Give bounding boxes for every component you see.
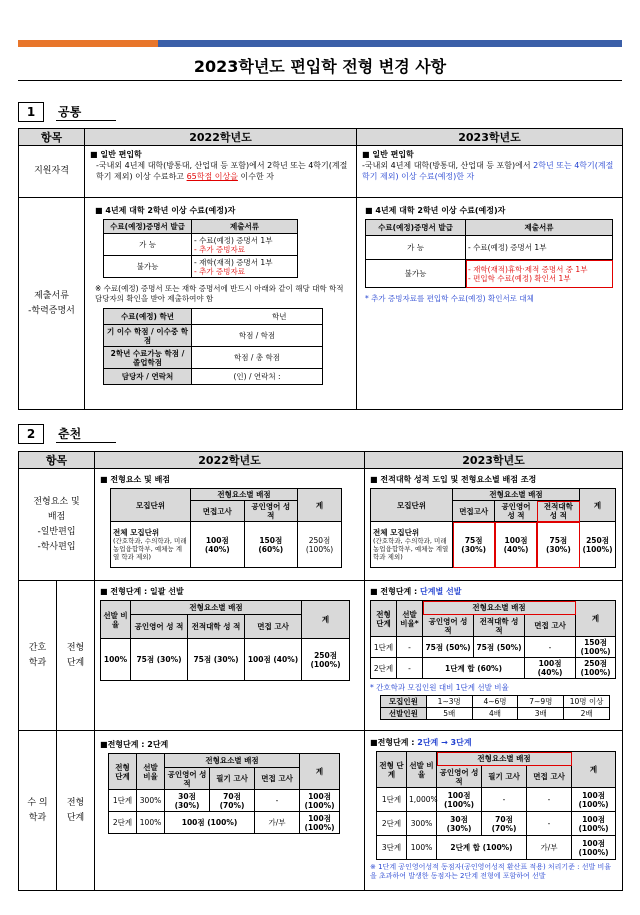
v2023-h-stage: 전형 단계 [377, 752, 407, 788]
v2023-h-total: 계 [572, 752, 616, 788]
n2022-v-english: 75점 (30%) [131, 639, 188, 681]
doc-2022-header-docs: 제출서류 [192, 220, 298, 234]
confirm-row2-label: 기 이수 학점 / 이수중 학점 [104, 325, 192, 347]
section-1-heading [18, 102, 116, 122]
n2022-h-total: 계 [302, 601, 350, 639]
doc-2022-impossible-docs [192, 256, 298, 278]
s2-col-2023-header: 2023학년도 [365, 452, 623, 469]
v2022-s2-total: 100점 (100%) [300, 812, 340, 834]
nursing-2022 [95, 581, 365, 731]
v2022-s1: 1단계 [109, 790, 137, 812]
confirm-row3-value: 학점 / 총 학점 [192, 347, 323, 369]
section-name: 춘천 [56, 425, 116, 443]
rate-h5: 10명 이상 [564, 696, 610, 708]
rate-h3: 4∼6명 [472, 696, 518, 708]
rate-r1: 선발인원 [381, 708, 427, 720]
section-2-table [18, 451, 623, 891]
rate-r3: 4배 [472, 708, 518, 720]
confirmation-table [103, 308, 323, 385]
e2023-h-prevschool: 전적대학 성 적 [537, 501, 579, 522]
vet-2022-table [108, 753, 340, 834]
v2023-h-group: 전형요소별 배점 [437, 752, 572, 766]
elements-label-2: 배점 [47, 511, 66, 522]
row-label-documents [19, 198, 85, 410]
doc-2022-impossible-doc-b: - 추가 증빙자료 [194, 266, 245, 276]
nursing-rate-note: * 간호학과 모집인원 대비 1단계 선발 비율 [370, 683, 509, 692]
doc-2022-possible: 가 능 [104, 234, 192, 256]
section-number: 1 [18, 102, 44, 122]
v2023-s1-rate: 1,000% [407, 788, 437, 812]
v2022-s1-interview: - [255, 790, 300, 812]
n2023-s2: 2단계 [371, 658, 397, 679]
v2023-s2-total: 100점 (100%) [572, 812, 616, 836]
confirm-row4-label: 담당자 / 연락처 [104, 369, 192, 385]
page-title: 2023학년도 편입학 전형 변경 사항 [193, 57, 447, 76]
v2022-s2: 2단계 [109, 812, 137, 834]
n2023-s1-prevschool: 75점 (50%) [474, 637, 525, 658]
vet-2023-subtitle-a: ■전형단계 : [370, 738, 418, 747]
v2023-h-english: 공인영어 성 적 [437, 766, 482, 788]
v2023-s2-english: 30점 (30%) [437, 812, 482, 836]
e2023-v-prevschool: 75점 (30%) [537, 522, 579, 568]
eligibility-2022-highlight: 65학점 이상을 [186, 172, 238, 181]
rate-h1: 모집인원 [381, 696, 427, 708]
documents-2023-table [365, 219, 613, 288]
section-1-table [18, 128, 623, 410]
e2023-h-total: 계 [580, 489, 616, 522]
n2023-h-rate: 선발 비율* [397, 601, 423, 637]
documents-2023-subtitle: ■ 4년제 대학 2학년 이상 수료(예정)자 [365, 206, 506, 215]
nursing-label-2: 학과 [28, 657, 47, 668]
eligibility-2022 [85, 146, 357, 198]
v2023-s3-stage2sum: 2단계 합 (100%) [437, 836, 527, 860]
v2022-h-written: 필기 고사 [210, 768, 255, 790]
e2023-unit-note: (간호학과, 수의학과, 미래농업융합학부, 예체능 계열 학과 제외) [373, 537, 449, 561]
nursing-2023-subtitle [370, 586, 617, 597]
v2022-h-rate: 선발 비율 [137, 754, 165, 790]
v2022-h-stage: 전형 단계 [109, 754, 137, 790]
doc-2023-header-issue: 수료(예정)증명서 발급 [366, 220, 466, 236]
confirm-row3-label: 2학년 수료가능 학점 / 졸업학점 [104, 347, 192, 369]
s2-col-2022-header: 2022학년도 [95, 452, 365, 469]
v2023-s1-english: 100점 (100%) [437, 788, 482, 812]
documents-label-1: 제출서류 [34, 290, 69, 301]
doc-2022-possible-docs [192, 234, 298, 256]
header-bar-blue [158, 40, 622, 47]
doc-2022-header-issue: 수료(예정)증명서 발급 [104, 220, 192, 234]
e2023-v-english: 100점 (40%) [495, 522, 537, 568]
nursing-rate-table [380, 695, 610, 720]
v2023-s3-rate: 100% [407, 836, 437, 860]
vet-2023-table [376, 751, 616, 860]
n2023-s2-stage1sum: 1단계 합 (60%) [423, 658, 525, 679]
e2023-h-interview: 면접고사 [453, 501, 495, 522]
n2023-s1-total: 150점 (100%) [576, 637, 616, 658]
e2022-unit-note: (간호학과, 수의학과, 미래농업융합학부, 예체능 계열 학과 제외) [113, 537, 187, 561]
nursing-label [19, 581, 57, 731]
vet-label-2: 학과 [28, 812, 47, 823]
doc-2022-impossible: 불가능 [104, 256, 192, 278]
nursing-2022-table [100, 600, 350, 681]
col-2022-header: 2022학년도 [85, 129, 357, 146]
confirm-row1-label: 수료(예정) 학년 [104, 309, 192, 325]
n2022-v-interview: 100점 (40%) [245, 639, 302, 681]
v2023-s1-total: 100점 (100%) [572, 788, 616, 812]
documents-2022-note: ※ 수료(예정) 증명서 또는 재학 증명서에 반드시 아래와 같이 해당 대학 학적 담당자의 확인을 받아 제출하여야 함 [95, 284, 344, 303]
doc-2022-impossible-doc-a: - 재학(재적) 증명서 1부 [194, 257, 273, 267]
confirm-row2-value: 학점 / 학점 [192, 325, 323, 347]
n2023-h-prevschool: 전적대학 성 적 [474, 615, 525, 637]
rate-h2: 1∼3명 [426, 696, 472, 708]
v2023-h-written: 필기 고사 [482, 766, 527, 788]
vet-2022 [95, 731, 365, 891]
elements-2023-subtitle: ■ 전적대학 성적 도입 및 전형요소별 배점 조정 [370, 475, 537, 484]
v2022-h-total: 계 [300, 754, 340, 790]
e2023-h-unit: 모집단위 [371, 489, 453, 522]
section-2-heading [18, 424, 116, 444]
v2023-s3: 3단계 [377, 836, 407, 860]
n2022-h-interview: 면접 고사 [245, 615, 302, 639]
v2023-h-rate: 선발 비율 [407, 752, 437, 788]
elements-2022-table [110, 488, 342, 568]
e2022-h-group: 전형요소별 배점 [191, 489, 298, 501]
v2022-s2-rate: 100% [137, 812, 165, 834]
e2023-v-total: 250점 (100%) [580, 522, 616, 568]
elements-label-4: -학사편입 [37, 541, 76, 552]
documents-2023-note: * 추가 증빙자료를 편입학 수료(예정) 확인서로 대체 [365, 294, 534, 303]
v2023-s2-interview: - [527, 812, 572, 836]
col-item-header: 항목 [19, 129, 85, 146]
e2022-unit-head: 전체 모집단위 [113, 528, 160, 537]
v2022-s1-written: 70점 (70%) [210, 790, 255, 812]
eligibility-2023-head: ■ 일반 편입학 [362, 150, 414, 159]
section-number: 2 [18, 424, 44, 444]
vet-stage-label [57, 731, 95, 891]
e2022-h-interview: 면접고사 [191, 501, 245, 522]
doc-2023-header-docs: 제출서류 [466, 220, 613, 236]
eligibility-2022-text [90, 160, 351, 182]
e2022-v-english: 150점 (60%) [244, 522, 298, 568]
n2023-s2-rate: - [397, 658, 423, 679]
doc-2023-possible: 가 능 [366, 236, 466, 260]
eligibility-2023-text-a: -국내외 4년제 대학(방통대, 산업대 등 포함)에서 [362, 161, 534, 170]
doc-2023-impossible: 불가능 [366, 260, 466, 288]
documents-2022-table [103, 219, 298, 278]
eligibility-2023-text [362, 160, 617, 182]
elements-2023-table [370, 488, 616, 568]
doc-2023-impossible-doc-a: - 재학(재적)휴학·제적 증명서 중 1부 [468, 264, 588, 274]
v2023-s3-total: 100점 (100%) [572, 836, 616, 860]
vet-2023 [365, 731, 623, 891]
doc-2022-possible-doc-a: - 수료(예정) 증명서 1부 [194, 235, 273, 245]
confirm-row4-value: (인) / 연락처 : [192, 369, 323, 385]
documents-2022-subtitle: ■ 4년제 대학 2학년 이상 수료(예정)자 [95, 206, 236, 215]
col-2023-header: 2023학년도 [357, 129, 623, 146]
v2023-s1-written: - [482, 788, 527, 812]
v2022-s1-rate: 300% [137, 790, 165, 812]
n2022-h-rate: 선발 비율 [101, 601, 131, 639]
v2023-s2-rate: 300% [407, 812, 437, 836]
rate-h4: 7∼9명 [518, 696, 564, 708]
nursing-stage-label-2: 단계 [66, 657, 85, 668]
eligibility-2022-head: ■ 일반 편입학 [90, 150, 142, 159]
doc-2023-possible-doc: - 수료(예정) 증명서 1부 [466, 236, 613, 260]
nursing-stage-label [57, 581, 95, 731]
v2023-s1: 1단계 [377, 788, 407, 812]
e2022-v-interview: 100점 (40%) [191, 522, 245, 568]
confirm-row1-value: 학년 [192, 309, 323, 325]
e2023-v-interview: 75점 (30%) [453, 522, 495, 568]
header-bar-orange [18, 40, 158, 47]
e2022-h-english: 공인영어 성 적 [244, 501, 298, 522]
rate-r2: 5배 [426, 708, 472, 720]
vet-2023-subtitle-b: 2단계 → 3단계 [417, 738, 472, 747]
n2023-h-group: 전형요소별 배점 [423, 601, 576, 615]
n2023-h-stage: 전형 단계 [371, 601, 397, 637]
nursing-2022-subtitle: ■ 전형단계 : 일괄 선발 [100, 587, 184, 596]
doc-2022-possible-doc-b: - 추가 증빙자료 [194, 244, 245, 254]
elements-label-3: -일반편입 [37, 526, 76, 537]
v2022-h-english: 공인영어 성 적 [165, 768, 210, 790]
v2022-s2-interview: 가/부 [255, 812, 300, 834]
e2022-h-unit: 모집단위 [111, 489, 191, 522]
elements-2022 [95, 469, 365, 581]
vet-2023-subtitle [370, 737, 617, 748]
documents-label-2: -학력증명서 [28, 305, 75, 316]
n2023-s2-total: 250점 (100%) [576, 658, 616, 679]
v2023-s1-interview: - [527, 788, 572, 812]
doc-2023-impossible-doc-b: - 편입학 수료(예정) 확인서 1부 [468, 273, 571, 283]
eligibility-2022-text-a: -국내외 4년제 대학(방통대, 산업대 등 포함)에서 2학년 또는 4학기(계절학기 제외) 이상 수료하고 [96, 161, 348, 181]
documents-2023 [357, 198, 623, 410]
n2023-s1-english: 75점 (50%) [423, 637, 474, 658]
v2022-s1-total: 100점 (100%) [300, 790, 340, 812]
elements-2023 [365, 469, 623, 581]
doc-2023-impossible-docs [466, 260, 613, 288]
vet-2023-note: ※ 1단계 공인영어성적 동점자(공인영어성적 환산표 적용) 처리기준 : 선발 비율을 초과하여 발생한 동점자는 2단계 전형에 포함하여 선발 [370, 863, 612, 880]
v2022-h-group: 전형요소별 배점 [165, 754, 300, 768]
rate-r4: 3배 [518, 708, 564, 720]
n2022-v-rate: 100% [101, 639, 131, 681]
nursing-2023-subtitle-b: 단계별 선발 [420, 587, 462, 596]
e2023-h-english: 공인영어 성 적 [495, 501, 537, 522]
nursing-label-1: 간호 [28, 642, 47, 653]
vet-stage-label-1: 전형 [66, 797, 85, 808]
elements-label-1: 전형요소 및 [33, 496, 80, 507]
e2023-unit-head: 전체 모집단위 [373, 528, 420, 537]
eligibility-2023 [357, 146, 623, 198]
vet-label [19, 731, 57, 891]
rate-r5: 2배 [564, 708, 610, 720]
vet-2022-subtitle: ■전형단계 : 2단계 [100, 740, 169, 749]
documents-2022 [85, 198, 357, 410]
v2023-h-interview: 면접 고사 [527, 766, 572, 788]
n2022-v-total: 250점 (100%) [302, 639, 350, 681]
nursing-2023-table [370, 600, 616, 679]
n2023-s1-interview: - [525, 637, 576, 658]
e2022-v-total: 250점 (100%) [298, 522, 342, 568]
n2022-h-prevschool: 전적대학 성 적 [188, 615, 245, 639]
n2023-h-english: 공인영어 성 적 [423, 615, 474, 637]
eligibility-2023-highlight: 2학년 또는 4학기(계절학기 제외) 이상 수료(예정)한 자 [362, 161, 614, 181]
nursing-2023-subtitle-a: ■ 전형단계 : [370, 587, 421, 596]
eligibility-2022-text-b: 이수한 자 [237, 172, 274, 181]
n2022-h-english: 공인영어 성 적 [131, 615, 188, 639]
elements-2022-subtitle: ■ 전형요소 및 배점 [100, 475, 171, 484]
v2023-s3-interview: 가/부 [527, 836, 572, 860]
title-underline [18, 80, 622, 81]
row-label-eligibility: 지원자격 [19, 146, 85, 198]
v2022-s2-stage1sum: 100점 (100%) [165, 812, 255, 834]
s2-row-label-elements [19, 469, 95, 581]
vet-stage-label-2: 단계 [66, 812, 85, 823]
e2022-h-total: 계 [298, 489, 342, 522]
s2-col-item-header: 항목 [19, 452, 95, 469]
e2023-h-group: 전형요소별 배점 [453, 489, 580, 501]
n2023-h-total: 계 [576, 601, 616, 637]
nursing-stage-label-1: 전형 [66, 642, 85, 653]
v2022-h-interview: 면접 고사 [255, 768, 300, 790]
n2023-s1: 1단계 [371, 637, 397, 658]
v2023-s2-written: 70점 (70%) [482, 812, 527, 836]
vet-label-1: 수 의 [27, 797, 48, 808]
e2023-unit [371, 522, 453, 568]
section-name: 공통 [56, 103, 116, 121]
n2023-h-interview: 면접 고사 [525, 615, 576, 637]
e2022-unit [111, 522, 191, 568]
v2023-s2: 2단계 [377, 812, 407, 836]
n2022-v-prevschool: 75점 (30%) [188, 639, 245, 681]
v2022-s1-english: 30점 (30%) [165, 790, 210, 812]
n2022-h-group: 전형요소별 배점 [131, 601, 302, 615]
n2023-s1-rate: - [397, 637, 423, 658]
nursing-2023 [365, 581, 623, 731]
n2023-s2-interview: 100점 (40%) [525, 658, 576, 679]
